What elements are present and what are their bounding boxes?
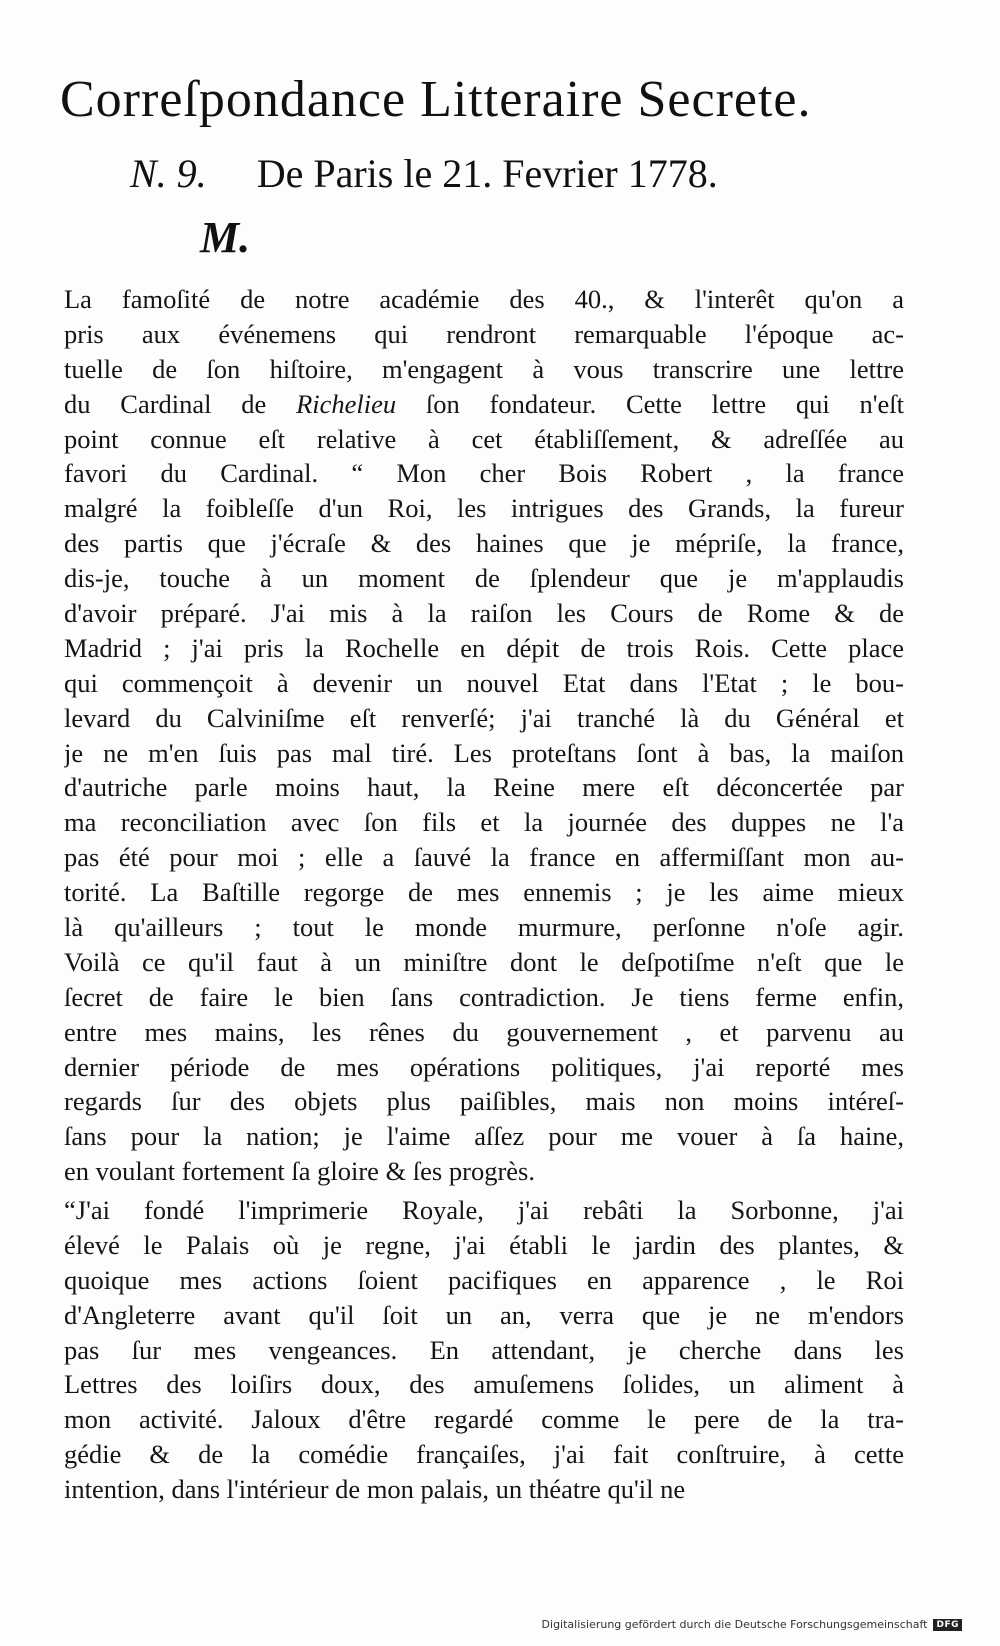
paragraph-2 xyxy=(64,1193,904,1507)
text-line: pris aux événemens qui rendront remarquable l'époque ac- xyxy=(64,318,904,349)
footer-credit: Digitalisierung gefördert durch die Deutsche Forschungsgemeinschaft xyxy=(541,1618,928,1631)
text-line: d'avoir préparé. J'ai mis à la raiſon les Cours de Rome & de xyxy=(64,598,904,629)
text-line: en voulant fortement ſa gloire & ſes progrès. xyxy=(64,1156,535,1187)
text-line: pas ſur mes vengeances. En attendant, je cherche dans les xyxy=(64,1334,904,1365)
text-line: Madrid ; j'ai pris la Rochelle en dépit de trois Rois. Cette place xyxy=(64,632,904,663)
text-line: favori du Cardinal. “ Mon cher Bois Robert , la france xyxy=(64,458,904,489)
text-line: qui commençoit à devenir un nouvel Etat dans l'Etat ; le bou- xyxy=(64,667,904,698)
text-line: dis-je, touche à un moment de ſplendeur que je m'applaudis xyxy=(64,563,904,594)
text-line: tuelle de ſon hiſtoire, m'engagent à vous transcrire une lettre xyxy=(64,353,904,384)
text-line: gédie & de la comédie françaiſes, j'ai fait conſtruire, à cette xyxy=(64,1439,904,1470)
text-line: La famoſité de notre académie des 40., & l'interêt qu'on a xyxy=(64,284,904,314)
text-line: Lettres des loiſirs doux, des amuſemens ſolides, un aliment à xyxy=(64,1369,904,1400)
text-line: ſans pour la nation; je l'aime aſſez pour me vouer à ſa haine, xyxy=(64,1121,904,1152)
text-line: ſecret de faire le bien ſans contradiction. Je tiens ferme enfin, xyxy=(64,981,904,1012)
text-line: du Cardinal de Richelieu ſon fondateur. Cette lettre qui n'eſt xyxy=(64,388,904,419)
text-line: malgré la foibleſſe d'un Roi, les intrigues des Grands, la fureur xyxy=(64,493,904,524)
dfg-logo: DFG xyxy=(933,1619,962,1631)
text-line: regards ſur des objets plus paiſibles, mais non moins intéreſ- xyxy=(64,1086,904,1117)
text-line: des partis que j'écraſe & des haines que je mépriſe, la france, xyxy=(64,528,904,559)
salutation: M. xyxy=(200,213,251,262)
text-line: d'autriche parle moins haut, la Reine mere eſt déconcertée par xyxy=(64,772,904,803)
text-line: dernier période de mes opérations politiques, j'ai reporté mes xyxy=(64,1051,904,1082)
paragraph-1 xyxy=(64,282,904,1189)
dateline xyxy=(130,150,950,197)
text-line: point connue eſt relative à cet établiſſement, & adreſſée au xyxy=(64,423,904,454)
text-line: pas été pour moi ; elle a ſauvé la france en affermiſſant mon au- xyxy=(64,842,904,873)
text-line: ma reconciliation avec ſon fils et la journée des duppes ne l'a xyxy=(64,807,904,838)
footer xyxy=(542,1618,962,1631)
issue-number: N. 9. xyxy=(130,151,207,196)
text-line: torité. La Baſtille regorge de mes ennemis ; je les aime mieux xyxy=(64,877,904,908)
place-date: De Paris le 21. Fevrier 1778. xyxy=(256,151,718,196)
page-title: Correſpondance Litteraire Secrete. xyxy=(60,71,812,128)
text-line: mon activité. Jaloux d'être regardé comme le pere de la tra- xyxy=(64,1404,904,1435)
text-line: Voilà ce qu'il faut à un miniſtre dont le deſpotiſme n'eſt que le xyxy=(64,946,904,977)
text-line: d'Angleterre avant qu'il ſoit un an, verra que je ne m'endors xyxy=(64,1299,904,1330)
text-line: levard du Calviniſme eſt renverſé; j'ai tranché là du Général et xyxy=(64,702,904,733)
text-line: intention, dans l'intérieur de mon palais, un théatre qu'il ne xyxy=(64,1474,686,1505)
text-line: quoique mes actions ſoient pacifiques en apparence , le Roi xyxy=(64,1264,904,1295)
text-line: entre mes mains, les rênes du gouvernement , et parvenu au xyxy=(64,1016,904,1047)
text-line: élevé le Palais où je regne, j'ai établi le jardin des plantes, & xyxy=(64,1229,904,1260)
text-line: “J'ai fondé l'imprimerie Royale, j'ai rebâti la Sorbonne, j'ai xyxy=(64,1195,904,1225)
text-line: je ne m'en ſuis pas mal tiré. Les proteſtans ſont à bas, la maiſon xyxy=(64,737,904,768)
text-line: là qu'ailleurs ; tout le monde murmure, perſonne n'oſe agir. xyxy=(64,912,904,943)
